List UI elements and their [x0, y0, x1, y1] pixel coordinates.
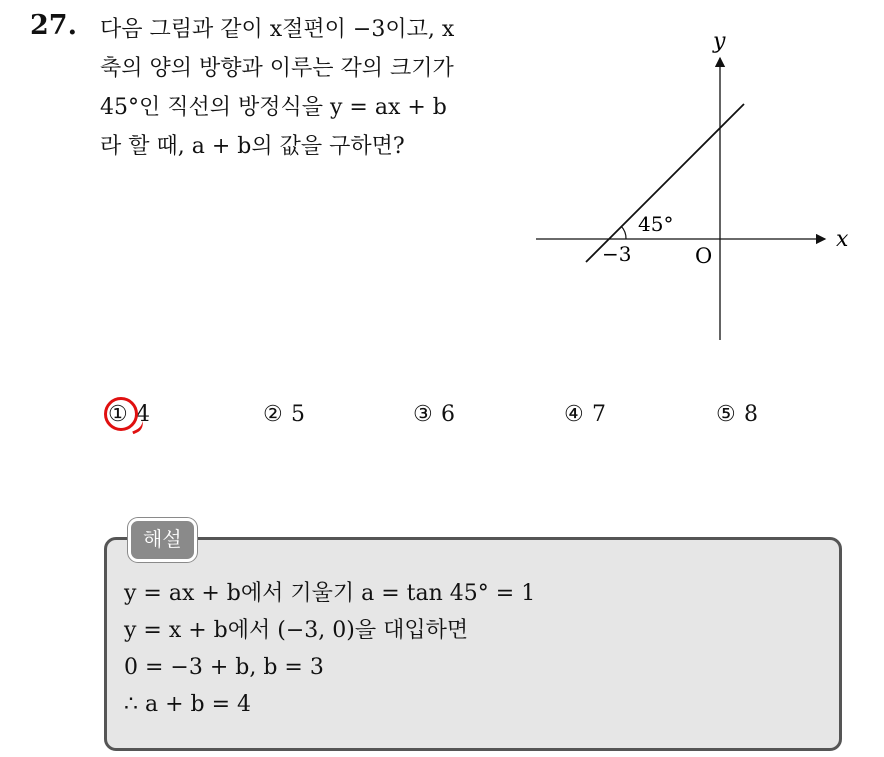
choice-value: 6 — [441, 402, 455, 427]
solution-line: ∴ a + b = 4 — [124, 692, 252, 717]
choice-2[interactable] — [263, 402, 305, 427]
choice-mark: ⑤ — [716, 402, 736, 427]
choice-value: 8 — [744, 402, 758, 427]
solution-text — [124, 575, 535, 723]
question-line: 축의 양의 방향과 이루는 각의 크기가 — [100, 56, 454, 81]
question-number: 27. — [30, 10, 77, 41]
solution-line: y = ax + b에서 기울기 a = tan 45° = 1 — [124, 581, 536, 606]
choice-value: 4 — [136, 402, 150, 427]
y-axis-label: y — [713, 29, 726, 54]
solution-line: y = x + b에서 (−3, 0)을 대입하면 — [124, 618, 469, 643]
question-line: 라 할 때, a + b의 값을 구하면? — [100, 134, 405, 159]
x-axis-label: x — [836, 227, 849, 252]
intercept-label: −3 — [602, 242, 632, 266]
question-line: 45°인 직선의 방정식을 y = ax + b — [100, 95, 447, 120]
choice-mark: ④ — [564, 402, 584, 427]
solution-line: 0 = −3 + b, b = 3 — [124, 655, 324, 680]
origin-label: O — [695, 244, 713, 268]
choice-value: 5 — [291, 402, 305, 427]
angle-arc — [621, 226, 626, 239]
line-graph — [520, 20, 860, 350]
choice-3[interactable] — [413, 402, 455, 427]
choice-mark: ③ — [413, 402, 433, 427]
choice-5[interactable] — [716, 402, 758, 427]
choice-mark: ② — [263, 402, 283, 427]
choice-4[interactable] — [564, 402, 606, 427]
choice-mark: ① — [108, 402, 128, 427]
question-text — [100, 10, 520, 166]
choice-value: 7 — [592, 402, 606, 427]
answer-choices — [108, 402, 828, 436]
solution-tag: 해설 — [128, 518, 197, 562]
angle-label: 45° — [638, 212, 674, 236]
question-line: 다음 그림과 같이 x절편이 −3이고, x — [100, 17, 455, 42]
